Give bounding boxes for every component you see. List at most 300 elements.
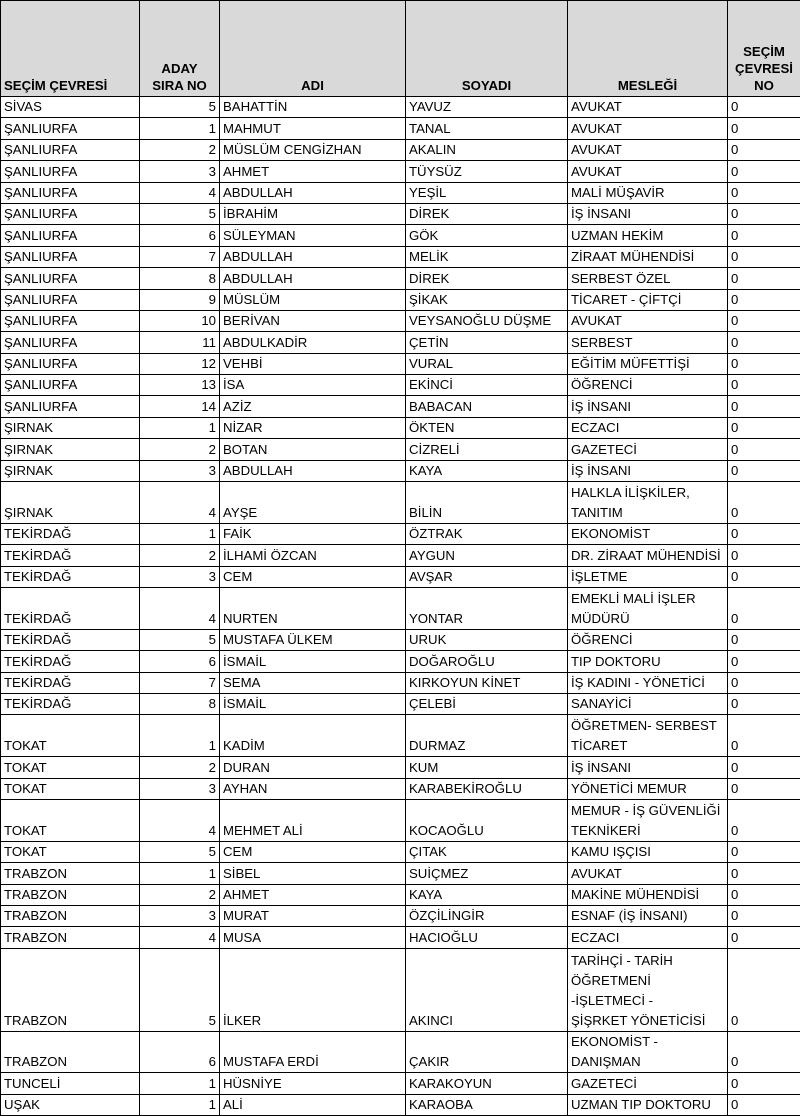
cell-soyadi[interactable]: VURAL bbox=[406, 353, 568, 374]
cell-sira-no[interactable]: 3 bbox=[140, 161, 220, 182]
cell-soyadi[interactable]: MELİK bbox=[406, 246, 568, 267]
header-secim-cevresi[interactable]: SEÇİM ÇEVRESİ bbox=[1, 1, 140, 97]
cell-secim-cevresi-no[interactable]: 0 bbox=[728, 203, 800, 224]
cell-secim-cevresi[interactable]: TEKİRDAĞ bbox=[1, 629, 140, 650]
cell-sira-no[interactable]: 2 bbox=[140, 757, 220, 778]
cell-sira-no[interactable]: 13 bbox=[140, 375, 220, 396]
cell-secim-cevresi-no[interactable]: 0 bbox=[728, 353, 800, 374]
table-row bbox=[1, 693, 800, 714]
meslek-line: MAKİNE MÜHENDİSİ bbox=[571, 887, 699, 902]
cell-sira-no[interactable]: 4 bbox=[140, 482, 220, 524]
cell-secim-cevresi[interactable]: TRABZON bbox=[1, 905, 140, 926]
cell-adi[interactable]: VEHBİ bbox=[220, 353, 406, 374]
meslek-line: UZMAN TIP DOKTORU bbox=[571, 1097, 711, 1112]
cell-soyadi[interactable]: DURMAZ bbox=[406, 715, 568, 757]
cell-meslegi[interactable] bbox=[568, 1073, 728, 1094]
cell-sira-no[interactable]: 2 bbox=[140, 545, 220, 566]
cell-meslegi[interactable] bbox=[568, 396, 728, 417]
cell-soyadi[interactable]: YONTAR bbox=[406, 588, 568, 630]
cell-meslegi[interactable] bbox=[568, 715, 728, 757]
cell-secim-cevresi-no[interactable]: 0 bbox=[728, 139, 800, 160]
cell-sira-no[interactable]: 8 bbox=[140, 268, 220, 289]
cell-soyadi[interactable]: ÇELEBİ bbox=[406, 693, 568, 714]
cell-sira-no[interactable]: 1 bbox=[140, 118, 220, 139]
cell-soyadi[interactable]: ÖZÇİLİNGİR bbox=[406, 905, 568, 926]
table-row bbox=[1, 799, 800, 841]
cell-adi[interactable]: BOTAN bbox=[220, 439, 406, 460]
meslek-line: KAMU IŞÇISI bbox=[571, 844, 651, 859]
cell-meslegi[interactable] bbox=[568, 693, 728, 714]
cell-meslegi[interactable] bbox=[568, 268, 728, 289]
cell-secim-cevresi[interactable]: ŞANLIURFA bbox=[1, 289, 140, 310]
cell-adi[interactable]: CEM bbox=[220, 566, 406, 587]
cell-secim-cevresi[interactable]: UŞAK bbox=[1, 1094, 140, 1115]
cell-secim-cevresi-no[interactable]: 0 bbox=[728, 588, 800, 630]
cell-meslegi[interactable] bbox=[568, 863, 728, 884]
cell-soyadi[interactable]: AKALIN bbox=[406, 139, 568, 160]
cell-meslegi[interactable] bbox=[568, 799, 728, 841]
cell-secim-cevresi[interactable]: TRABZON bbox=[1, 948, 140, 1031]
cell-soyadi[interactable]: HACIOĞLU bbox=[406, 927, 568, 948]
cell-adi[interactable]: AYHAN bbox=[220, 778, 406, 799]
cell-sira-no[interactable]: 4 bbox=[140, 588, 220, 630]
cell-secim-cevresi[interactable]: ŞANLIURFA bbox=[1, 139, 140, 160]
cell-meslegi[interactable] bbox=[568, 417, 728, 438]
cell-adi[interactable]: BERİVAN bbox=[220, 310, 406, 331]
cell-adi[interactable]: ABDULLAH bbox=[220, 268, 406, 289]
cell-adi[interactable]: KADİM bbox=[220, 715, 406, 757]
cell-sira-no[interactable]: 8 bbox=[140, 693, 220, 714]
cell-secim-cevresi[interactable]: TRABZON bbox=[1, 1031, 140, 1073]
cell-sira-no[interactable]: 5 bbox=[140, 629, 220, 650]
cell-sira-no[interactable]: 6 bbox=[140, 1031, 220, 1073]
cell-sira-no[interactable]: 5 bbox=[140, 948, 220, 1031]
cell-secim-cevresi[interactable]: TOKAT bbox=[1, 841, 140, 862]
cell-sira-no[interactable]: 4 bbox=[140, 182, 220, 203]
cell-adi[interactable]: CEM bbox=[220, 841, 406, 862]
cell-adi[interactable]: İLHAMİ ÖZCAN bbox=[220, 545, 406, 566]
cell-meslegi[interactable] bbox=[568, 841, 728, 862]
cell-secim-cevresi-no[interactable]: 0 bbox=[728, 161, 800, 182]
cell-sira-no[interactable]: 10 bbox=[140, 310, 220, 331]
meslek-line: AVUKAT bbox=[571, 121, 622, 136]
cell-secim-cevresi[interactable]: TEKİRDAĞ bbox=[1, 651, 140, 672]
cell-meslegi[interactable] bbox=[568, 927, 728, 948]
meslek-line: EKONOMİST - bbox=[571, 1034, 658, 1049]
cell-meslegi[interactable] bbox=[568, 672, 728, 693]
table-row bbox=[1, 118, 800, 139]
cell-soyadi[interactable]: KARABEKİROĞLU bbox=[406, 778, 568, 799]
cell-soyadi[interactable]: SUİÇMEZ bbox=[406, 863, 568, 884]
cell-soyadi[interactable]: DİREK bbox=[406, 203, 568, 224]
cell-adi[interactable]: AHMET bbox=[220, 884, 406, 905]
cell-soyadi[interactable]: VEYSANOĞLU DÜŞME bbox=[406, 310, 568, 331]
cell-soyadi[interactable]: KOCAOĞLU bbox=[406, 799, 568, 841]
cell-secim-cevresi[interactable]: TOKAT bbox=[1, 757, 140, 778]
cell-adi[interactable]: MAHMUT bbox=[220, 118, 406, 139]
cell-soyadi[interactable]: ÇETİN bbox=[406, 332, 568, 353]
cell-soyadi[interactable]: KIRKOYUN KİNET bbox=[406, 672, 568, 693]
cell-meslegi[interactable] bbox=[568, 482, 728, 524]
table-row bbox=[1, 863, 800, 884]
cell-secim-cevresi-no[interactable]: 0 bbox=[728, 118, 800, 139]
cell-sira-no[interactable]: 3 bbox=[140, 905, 220, 926]
cell-adi[interactable]: ABDULKADİR bbox=[220, 332, 406, 353]
cell-secim-cevresi-no[interactable]: 0 bbox=[728, 1031, 800, 1073]
cell-soyadi[interactable]: DİREK bbox=[406, 268, 568, 289]
table-row bbox=[1, 884, 800, 905]
meslek-line: TIP DOKTORU bbox=[571, 654, 661, 669]
cell-adi[interactable]: NİZAR bbox=[220, 417, 406, 438]
cell-secim-cevresi[interactable]: ŞANLIURFA bbox=[1, 375, 140, 396]
cell-secim-cevresi-no[interactable]: 0 bbox=[728, 310, 800, 331]
cell-sira-no[interactable]: 6 bbox=[140, 225, 220, 246]
cell-secim-cevresi[interactable]: ŞIRNAK bbox=[1, 439, 140, 460]
meslek-line: ÖĞRENCİ bbox=[571, 377, 633, 392]
cell-sira-no[interactable]: 6 bbox=[140, 651, 220, 672]
table-row bbox=[1, 1073, 800, 1094]
cell-soyadi[interactable]: KAYA bbox=[406, 460, 568, 481]
cell-soyadi[interactable]: TANAL bbox=[406, 118, 568, 139]
cell-sira-no[interactable]: 2 bbox=[140, 139, 220, 160]
cell-meslegi[interactable] bbox=[568, 588, 728, 630]
cell-sira-no[interactable]: 7 bbox=[140, 672, 220, 693]
cell-secim-cevresi[interactable]: ŞIRNAK bbox=[1, 417, 140, 438]
cell-meslegi[interactable] bbox=[568, 460, 728, 481]
cell-secim-cevresi[interactable]: ŞIRNAK bbox=[1, 482, 140, 524]
cell-meslegi[interactable] bbox=[568, 948, 728, 1031]
table-row bbox=[1, 588, 800, 630]
cell-meslegi[interactable] bbox=[568, 289, 728, 310]
cell-adi[interactable]: İLKER bbox=[220, 948, 406, 1031]
meslek-line: AVUKAT bbox=[571, 313, 622, 328]
cell-secim-cevresi-no[interactable]: 0 bbox=[728, 927, 800, 948]
cell-sira-no[interactable]: 11 bbox=[140, 332, 220, 353]
cell-soyadi[interactable]: ŞİKAK bbox=[406, 289, 568, 310]
cell-meslegi[interactable] bbox=[568, 203, 728, 224]
cell-soyadi[interactable]: ÖZTRAK bbox=[406, 523, 568, 544]
cell-adi[interactable]: MUSTAFA ERDİ bbox=[220, 1031, 406, 1073]
cell-sira-no[interactable]: 4 bbox=[140, 927, 220, 948]
cell-secim-cevresi[interactable]: TOKAT bbox=[1, 715, 140, 757]
cell-adi[interactable]: AZİZ bbox=[220, 396, 406, 417]
table-row bbox=[1, 139, 800, 160]
cell-soyadi[interactable]: TÜYSÜZ bbox=[406, 161, 568, 182]
cell-meslegi[interactable] bbox=[568, 1031, 728, 1073]
meslek-line: ECZACI bbox=[571, 930, 619, 945]
cell-secim-cevresi[interactable]: ŞANLIURFA bbox=[1, 310, 140, 331]
cell-meslegi[interactable] bbox=[568, 905, 728, 926]
meslek-line: ŞİŞRKET YÖNETİCİSİ bbox=[571, 1013, 705, 1028]
cell-secim-cevresi[interactable]: ŞANLIURFA bbox=[1, 118, 140, 139]
table-body bbox=[1, 97, 800, 1116]
table-row bbox=[1, 375, 800, 396]
header-aday-sira-no[interactable]: ADAY SIRA NO bbox=[140, 1, 220, 97]
cell-secim-cevresi-no[interactable]: 0 bbox=[728, 757, 800, 778]
cell-adi[interactable]: MURAT bbox=[220, 905, 406, 926]
cell-secim-cevresi[interactable]: TOKAT bbox=[1, 799, 140, 841]
cell-meslegi[interactable] bbox=[568, 884, 728, 905]
cell-adi[interactable]: HÜSNİYE bbox=[220, 1073, 406, 1094]
cell-sira-no[interactable]: 1 bbox=[140, 715, 220, 757]
cell-secim-cevresi-no[interactable]: 0 bbox=[728, 439, 800, 460]
cell-soyadi[interactable]: KARAOBA bbox=[406, 1094, 568, 1115]
cell-sira-no[interactable]: 7 bbox=[140, 246, 220, 267]
cell-secim-cevresi[interactable]: TEKİRDAĞ bbox=[1, 672, 140, 693]
cell-adi[interactable]: İBRAHİM bbox=[220, 203, 406, 224]
cell-meslegi[interactable] bbox=[568, 161, 728, 182]
table-row bbox=[1, 225, 800, 246]
cell-secim-cevresi-no[interactable]: 0 bbox=[728, 841, 800, 862]
cell-adi[interactable]: MUSTAFA ÜLKEM bbox=[220, 629, 406, 650]
cell-adi[interactable]: NURTEN bbox=[220, 588, 406, 630]
cell-secim-cevresi-no[interactable]: 0 bbox=[728, 905, 800, 926]
cell-adi[interactable]: MÜSLÜM CENGİZHAN bbox=[220, 139, 406, 160]
cell-secim-cevresi-no[interactable]: 0 bbox=[728, 396, 800, 417]
header-soyadi[interactable]: SOYADI bbox=[406, 1, 568, 97]
cell-secim-cevresi[interactable]: TEKİRDAĞ bbox=[1, 693, 140, 714]
cell-sira-no[interactable]: 3 bbox=[140, 460, 220, 481]
cell-secim-cevresi[interactable]: ŞANLIURFA bbox=[1, 246, 140, 267]
cell-meslegi[interactable] bbox=[568, 139, 728, 160]
cell-secim-cevresi-no[interactable]: 0 bbox=[728, 332, 800, 353]
table-row bbox=[1, 651, 800, 672]
cell-secim-cevresi-no[interactable]: 0 bbox=[728, 863, 800, 884]
cell-secim-cevresi-no[interactable]: 0 bbox=[728, 1073, 800, 1094]
cell-soyadi[interactable]: AVŞAR bbox=[406, 566, 568, 587]
cell-meslegi[interactable] bbox=[568, 523, 728, 544]
cell-secim-cevresi-no[interactable]: 0 bbox=[728, 97, 800, 118]
cell-sira-no[interactable]: 1 bbox=[140, 523, 220, 544]
cell-soyadi[interactable]: BİLİN bbox=[406, 482, 568, 524]
cell-adi[interactable]: İSMAİL bbox=[220, 693, 406, 714]
cell-meslegi[interactable] bbox=[568, 545, 728, 566]
cell-secim-cevresi-no[interactable]: 0 bbox=[728, 460, 800, 481]
cell-secim-cevresi-no[interactable]: 0 bbox=[728, 566, 800, 587]
cell-meslegi[interactable] bbox=[568, 118, 728, 139]
meslek-line: UZMAN HEKİM bbox=[571, 228, 663, 243]
header-meslegi[interactable]: MESLEĞİ bbox=[568, 1, 728, 97]
cell-adi[interactable]: İSA bbox=[220, 375, 406, 396]
cell-meslegi[interactable] bbox=[568, 651, 728, 672]
cell-adi[interactable]: AHMET bbox=[220, 161, 406, 182]
table-row bbox=[1, 203, 800, 224]
cell-secim-cevresi-no[interactable]: 0 bbox=[728, 672, 800, 693]
header-secim-cevresi-no[interactable]: SEÇİM ÇEVRESİ NO bbox=[728, 1, 800, 97]
cell-soyadi[interactable]: YAVUZ bbox=[406, 97, 568, 118]
cell-adi[interactable]: MUSA bbox=[220, 927, 406, 948]
table-row bbox=[1, 460, 800, 481]
cell-meslegi[interactable] bbox=[568, 332, 728, 353]
cell-sira-no[interactable]: 5 bbox=[140, 841, 220, 862]
cell-soyadi[interactable]: ÇITAK bbox=[406, 841, 568, 862]
cell-soyadi[interactable]: ÖKTEN bbox=[406, 417, 568, 438]
cell-secim-cevresi[interactable]: ŞANLIURFA bbox=[1, 161, 140, 182]
cell-secim-cevresi[interactable]: TOKAT bbox=[1, 778, 140, 799]
cell-sira-no[interactable]: 1 bbox=[140, 1094, 220, 1115]
cell-soyadi[interactable]: YEŞİL bbox=[406, 182, 568, 203]
table-row bbox=[1, 523, 800, 544]
meslek-line: EĞİTİM MÜFETTİŞİ bbox=[571, 356, 690, 371]
cell-adi[interactable]: BAHATTİN bbox=[220, 97, 406, 118]
meslek-line: TİCARET bbox=[571, 738, 627, 753]
cell-soyadi[interactable]: AKINCI bbox=[406, 948, 568, 1031]
cell-secim-cevresi[interactable]: TEKİRDAĞ bbox=[1, 588, 140, 630]
cell-secim-cevresi-no[interactable]: 0 bbox=[728, 799, 800, 841]
cell-adi[interactable]: MÜSLÜM bbox=[220, 289, 406, 310]
cell-meslegi[interactable] bbox=[568, 246, 728, 267]
header-adi[interactable]: ADI bbox=[220, 1, 406, 97]
meslek-line: MALİ MÜŞAVİR bbox=[571, 185, 665, 200]
meslek-line: HALKLA İLİŞKİLER, bbox=[571, 485, 690, 500]
cell-sira-no[interactable]: 5 bbox=[140, 203, 220, 224]
cell-sira-no[interactable]: 1 bbox=[140, 1073, 220, 1094]
cell-sira-no[interactable]: 5 bbox=[140, 97, 220, 118]
cell-secim-cevresi-no[interactable]: 0 bbox=[728, 693, 800, 714]
cell-secim-cevresi[interactable]: TEKİRDAĞ bbox=[1, 523, 140, 544]
cell-secim-cevresi-no[interactable]: 0 bbox=[728, 268, 800, 289]
cell-adi[interactable]: ABDULLAH bbox=[220, 460, 406, 481]
cell-secim-cevresi[interactable]: SİVAS bbox=[1, 97, 140, 118]
table-row bbox=[1, 482, 800, 524]
table-row bbox=[1, 289, 800, 310]
cell-secim-cevresi[interactable]: TEKİRDAĞ bbox=[1, 566, 140, 587]
cell-meslegi[interactable] bbox=[568, 439, 728, 460]
cell-secim-cevresi-no[interactable]: 0 bbox=[728, 225, 800, 246]
cell-meslegi[interactable] bbox=[568, 97, 728, 118]
cell-meslegi[interactable] bbox=[568, 566, 728, 587]
table-row bbox=[1, 566, 800, 587]
cell-adi[interactable]: MEHMET ALİ bbox=[220, 799, 406, 841]
meslek-line: AVUKAT bbox=[571, 164, 622, 179]
meslek-line: İŞ İNSANI bbox=[571, 760, 631, 775]
cell-secim-cevresi-no[interactable]: 0 bbox=[728, 246, 800, 267]
cell-adi[interactable]: FAİK bbox=[220, 523, 406, 544]
cell-secim-cevresi-no[interactable]: 0 bbox=[728, 651, 800, 672]
meslek-line: TİCARET - ÇİFTÇİ bbox=[571, 292, 681, 307]
cell-soyadi[interactable]: URUK bbox=[406, 629, 568, 650]
cell-secim-cevresi-no[interactable]: 0 bbox=[728, 884, 800, 905]
cell-sira-no[interactable]: 1 bbox=[140, 417, 220, 438]
cell-adi[interactable]: SİBEL bbox=[220, 863, 406, 884]
cell-secim-cevresi[interactable]: ŞANLIURFA bbox=[1, 182, 140, 203]
cell-soyadi[interactable]: CİZRELİ bbox=[406, 439, 568, 460]
meslek-line: İŞ İNSANI bbox=[571, 463, 631, 478]
cell-sira-no[interactable]: 9 bbox=[140, 289, 220, 310]
cell-meslegi[interactable] bbox=[568, 778, 728, 799]
cell-secim-cevresi-no[interactable]: 0 bbox=[728, 482, 800, 524]
cell-secim-cevresi[interactable]: TRABZON bbox=[1, 884, 140, 905]
cell-adi[interactable]: DURAN bbox=[220, 757, 406, 778]
table-row bbox=[1, 757, 800, 778]
meslek-line: ÖĞRENCİ bbox=[571, 632, 633, 647]
cell-secim-cevresi[interactable]: TUNCELİ bbox=[1, 1073, 140, 1094]
cell-sira-no[interactable]: 2 bbox=[140, 439, 220, 460]
cell-soyadi[interactable]: KUM bbox=[406, 757, 568, 778]
meslek-line: SERBEST bbox=[571, 335, 633, 350]
cell-sira-no[interactable]: 1 bbox=[140, 863, 220, 884]
cell-adi[interactable]: ALİ bbox=[220, 1094, 406, 1115]
cell-secim-cevresi-no[interactable]: 0 bbox=[728, 545, 800, 566]
cell-soyadi[interactable]: AYGUN bbox=[406, 545, 568, 566]
cell-secim-cevresi[interactable]: ŞANLIURFA bbox=[1, 332, 140, 353]
cell-meslegi[interactable] bbox=[568, 310, 728, 331]
cell-adi[interactable]: ABDULLAH bbox=[220, 246, 406, 267]
table-row bbox=[1, 629, 800, 650]
cell-soyadi[interactable]: KAYA bbox=[406, 884, 568, 905]
cell-adi[interactable]: SEMA bbox=[220, 672, 406, 693]
cell-meslegi[interactable] bbox=[568, 1094, 728, 1115]
cell-meslegi[interactable] bbox=[568, 375, 728, 396]
cell-secim-cevresi[interactable]: ŞANLIURFA bbox=[1, 225, 140, 246]
cell-secim-cevresi-no[interactable]: 0 bbox=[728, 778, 800, 799]
cell-sira-no[interactable]: 3 bbox=[140, 566, 220, 587]
cell-soyadi[interactable]: GÖK bbox=[406, 225, 568, 246]
table-row bbox=[1, 905, 800, 926]
meslek-line: EKONOMİST bbox=[571, 526, 650, 541]
cell-secim-cevresi-no[interactable]: 0 bbox=[728, 289, 800, 310]
cell-soyadi[interactable]: ÇAKIR bbox=[406, 1031, 568, 1073]
cell-sira-no[interactable]: 14 bbox=[140, 396, 220, 417]
meslek-line: SANAYİCİ bbox=[571, 696, 632, 711]
meslek-line: ÖĞRETMEN- SERBEST bbox=[571, 718, 717, 733]
cell-secim-cevresi-no[interactable]: 0 bbox=[728, 1094, 800, 1115]
meslek-line: TANITIM bbox=[571, 505, 623, 520]
cell-secim-cevresi-no[interactable]: 0 bbox=[728, 375, 800, 396]
cell-meslegi[interactable] bbox=[568, 225, 728, 246]
cell-adi[interactable]: İSMAİL bbox=[220, 651, 406, 672]
meslek-line: AVUKAT bbox=[571, 99, 622, 114]
cell-secim-cevresi[interactable]: ŞIRNAK bbox=[1, 460, 140, 481]
meslek-line: SERBEST ÖZEL bbox=[571, 271, 670, 286]
cell-secim-cevresi[interactable]: ŞANLIURFA bbox=[1, 353, 140, 374]
cell-adi[interactable]: AYŞE bbox=[220, 482, 406, 524]
table-row bbox=[1, 353, 800, 374]
cell-secim-cevresi-no[interactable]: 0 bbox=[728, 629, 800, 650]
cell-secim-cevresi-no[interactable]: 0 bbox=[728, 417, 800, 438]
cell-sira-no[interactable]: 3 bbox=[140, 778, 220, 799]
cell-secim-cevresi[interactable]: TRABZON bbox=[1, 863, 140, 884]
cell-secim-cevresi[interactable]: ŞANLIURFA bbox=[1, 203, 140, 224]
cell-meslegi[interactable] bbox=[568, 757, 728, 778]
cell-adi[interactable]: SÜLEYMAN bbox=[220, 225, 406, 246]
cell-meslegi[interactable] bbox=[568, 629, 728, 650]
cell-secim-cevresi-no[interactable]: 0 bbox=[728, 182, 800, 203]
meslek-line: DR. ZİRAAT MÜHENDİSİ bbox=[571, 548, 721, 563]
cell-soyadi[interactable]: DOĞAROĞLU bbox=[406, 651, 568, 672]
cell-secim-cevresi-no[interactable]: 0 bbox=[728, 715, 800, 757]
cell-soyadi[interactable]: KARAKOYUN bbox=[406, 1073, 568, 1094]
cell-secim-cevresi[interactable]: TEKİRDAĞ bbox=[1, 545, 140, 566]
table-row bbox=[1, 332, 800, 353]
cell-meslegi[interactable] bbox=[568, 182, 728, 203]
cell-adi[interactable]: ABDULLAH bbox=[220, 182, 406, 203]
table-row bbox=[1, 268, 800, 289]
cell-sira-no[interactable]: 12 bbox=[140, 353, 220, 374]
cell-secim-cevresi[interactable]: TRABZON bbox=[1, 927, 140, 948]
meslek-line: TARİHÇİ - TARİH bbox=[571, 953, 673, 968]
meslek-line: EMEKLİ MALİ İŞLER bbox=[571, 591, 696, 606]
cell-secim-cevresi-no[interactable]: 0 bbox=[728, 523, 800, 544]
cell-secim-cevresi-no[interactable]: 0 bbox=[728, 948, 800, 1031]
cell-secim-cevresi[interactable]: ŞANLIURFA bbox=[1, 268, 140, 289]
cell-meslegi[interactable] bbox=[568, 353, 728, 374]
cell-sira-no[interactable]: 4 bbox=[140, 799, 220, 841]
cell-secim-cevresi[interactable]: ŞANLIURFA bbox=[1, 396, 140, 417]
cell-soyadi[interactable]: BABACAN bbox=[406, 396, 568, 417]
cell-sira-no[interactable]: 2 bbox=[140, 884, 220, 905]
cell-soyadi[interactable]: EKİNCİ bbox=[406, 375, 568, 396]
